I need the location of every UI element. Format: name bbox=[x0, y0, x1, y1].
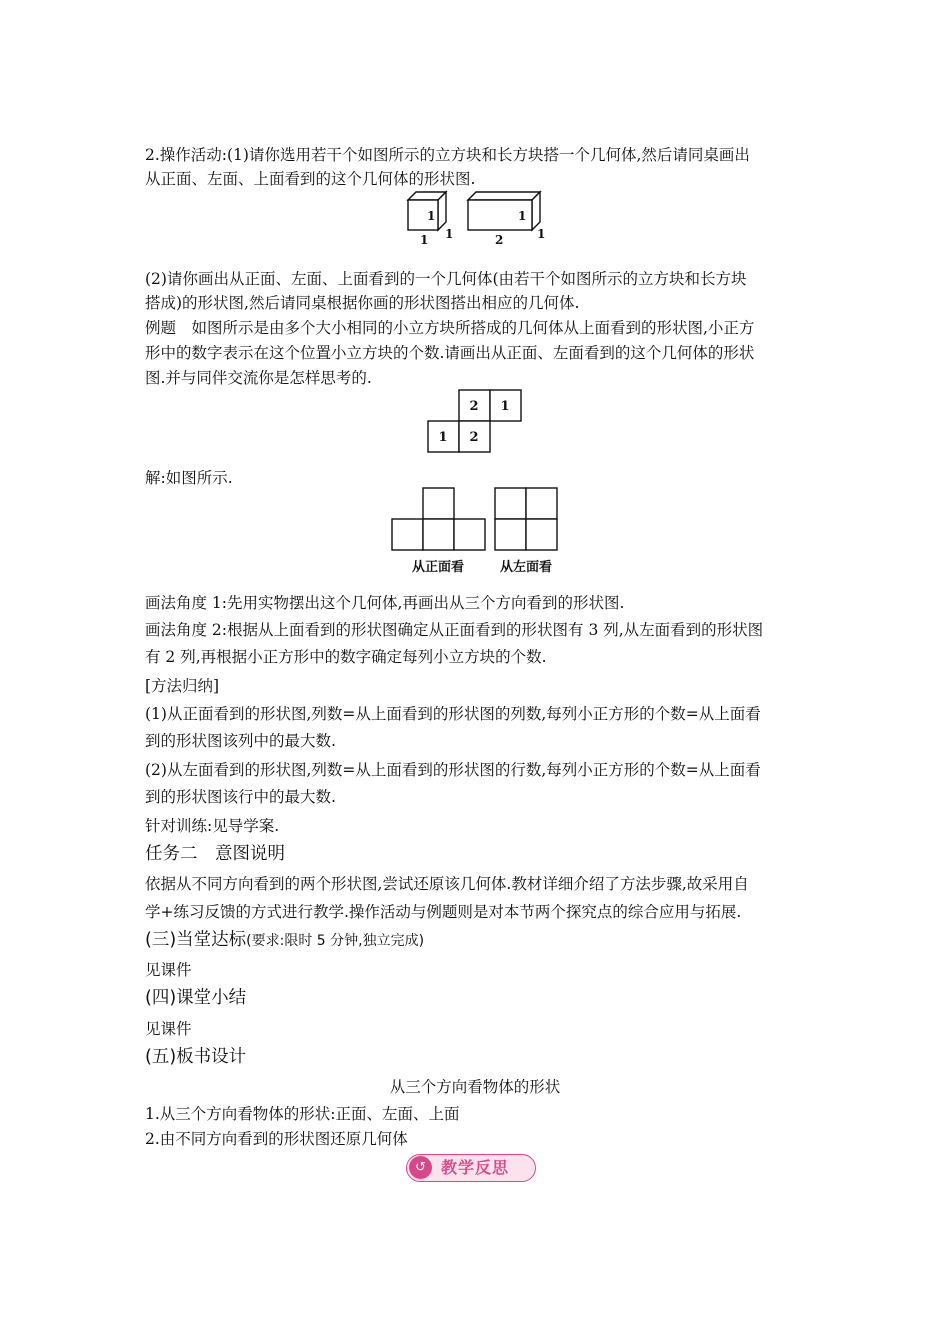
method-angle-1: 画法角度 1:先用实物摆出这个几何体,再画出从三个方向看到的形状图. bbox=[145, 594, 625, 612]
front-view-caption: 从正面看 bbox=[411, 560, 465, 575]
cube-face-label: 1 bbox=[427, 209, 436, 223]
method-rule-1a: (1)从正面看到的形状图,列数=从上面看到的形状图的列数,每列小正方形的个数=从上面看 bbox=[145, 705, 761, 723]
method-rule-2a: (2)从左面看到的形状图,列数=从上面看到的形状图的行数,每列小正方形的个数=从上面看 bbox=[145, 761, 761, 779]
top-view-number: 2 bbox=[469, 399, 479, 414]
reflection-label: 教学反思 bbox=[441, 1158, 510, 1177]
front-view-cell bbox=[454, 519, 485, 550]
left-view-cell bbox=[526, 488, 557, 519]
top-view-figure bbox=[426, 388, 526, 454]
front-view-cell bbox=[423, 519, 454, 550]
long-bottom-label: 2 bbox=[495, 233, 504, 247]
long-block-top bbox=[468, 192, 540, 200]
board-title: 从三个方向看物体的形状 bbox=[389, 1078, 561, 1096]
cube-bottom-label: 1 bbox=[420, 233, 429, 247]
activity-line-3: (2)请你画出从正面、左面、上面看到的一个几何体(由若干个如图所示的立方块和长方块 bbox=[145, 270, 747, 288]
front-view-cell bbox=[392, 519, 423, 550]
section3-heading bbox=[145, 929, 424, 952]
example-line-1: 例题 如图所示是由多个大小相同的小立方块所搭成的几何体从上面看到的形状图,小正方 bbox=[145, 319, 755, 337]
section3-body: 见课件 bbox=[145, 961, 192, 979]
solution-figure bbox=[390, 486, 562, 578]
section5-title: (五)板书设计 bbox=[145, 1047, 247, 1067]
top-view-number: 1 bbox=[438, 430, 448, 445]
task2-line-1: 依据从不同方向看到的两个形状图,尝试还原该几何体.教材详细介绍了方法步骤,故采用自 bbox=[145, 875, 749, 893]
section4-body: 见课件 bbox=[145, 1020, 192, 1038]
left-view-cell bbox=[495, 488, 526, 519]
section4-title: (四)课堂小结 bbox=[145, 988, 247, 1008]
method-summary-title: [方法归纳] bbox=[145, 677, 220, 695]
top-view-number: 1 bbox=[500, 399, 510, 414]
long-face-label: 1 bbox=[518, 209, 527, 223]
board-item-2: 2.由不同方向看到的形状图还原几何体 bbox=[145, 1130, 408, 1148]
front-view-cell bbox=[423, 488, 454, 519]
activity-line-4: 搭成)的形状图,然后请同桌根据你画的形状图搭出相应的几何体. bbox=[145, 294, 580, 312]
reflection-icon: ↺ bbox=[409, 1156, 432, 1179]
method-training: 针对训练:见导学案. bbox=[145, 817, 280, 835]
left-view-caption: 从左面看 bbox=[499, 560, 553, 575]
method-angle-2a: 画法角度 2:根据从上面看到的形状图确定从正面看到的形状图有 3 列,从左面看到的形状图 bbox=[145, 621, 764, 639]
blocks-figure bbox=[400, 186, 560, 250]
example-line-2: 形中的数字表示在这个位置小立方块的个数.请画出从正面、左面看到的这个几何体的形状 bbox=[145, 344, 755, 362]
section3-title: (三)当堂达标 bbox=[145, 930, 247, 950]
left-view-cell bbox=[526, 519, 557, 550]
cube-side-label: 1 bbox=[445, 227, 454, 241]
board-item-1: 1.从三个方向看物体的形状:正面、左面、上面 bbox=[145, 1105, 460, 1123]
activity-line-1: 2.操作活动:(1)请你选用若干个如图所示的立方块和长方块搭一个几何体,然后请同桌画出 bbox=[145, 146, 750, 164]
section3-note: (要求:限时 5 分钟,独立完成) bbox=[246, 933, 425, 949]
left-view-cell bbox=[495, 519, 526, 550]
method-angle-2b: 有 2 列,再根据小正方形中的数字确定每列小立方块的个数. bbox=[145, 648, 547, 666]
task2-title: 任务二 意图说明 bbox=[145, 844, 285, 864]
solution-label: 解:如图所示. bbox=[145, 469, 233, 487]
top-view-number: 2 bbox=[469, 430, 479, 445]
task2-line-2: 学+练习反馈的方式进行教学.操作活动与例题则是对本节两个探究点的综合应用与拓展. bbox=[145, 903, 742, 921]
example-line-3: 图.并与同伴交流你是怎样思考的. bbox=[145, 369, 372, 387]
activity-line-2: 从正面、左面、上面看到的这个几何体的形状图. bbox=[145, 170, 476, 188]
reflection-badge bbox=[406, 1154, 536, 1182]
method-rule-1b: 到的形状图该列中的最大数. bbox=[145, 732, 336, 750]
method-rule-2b: 到的形状图该行中的最大数. bbox=[145, 788, 336, 806]
long-side-label: 1 bbox=[537, 227, 546, 241]
